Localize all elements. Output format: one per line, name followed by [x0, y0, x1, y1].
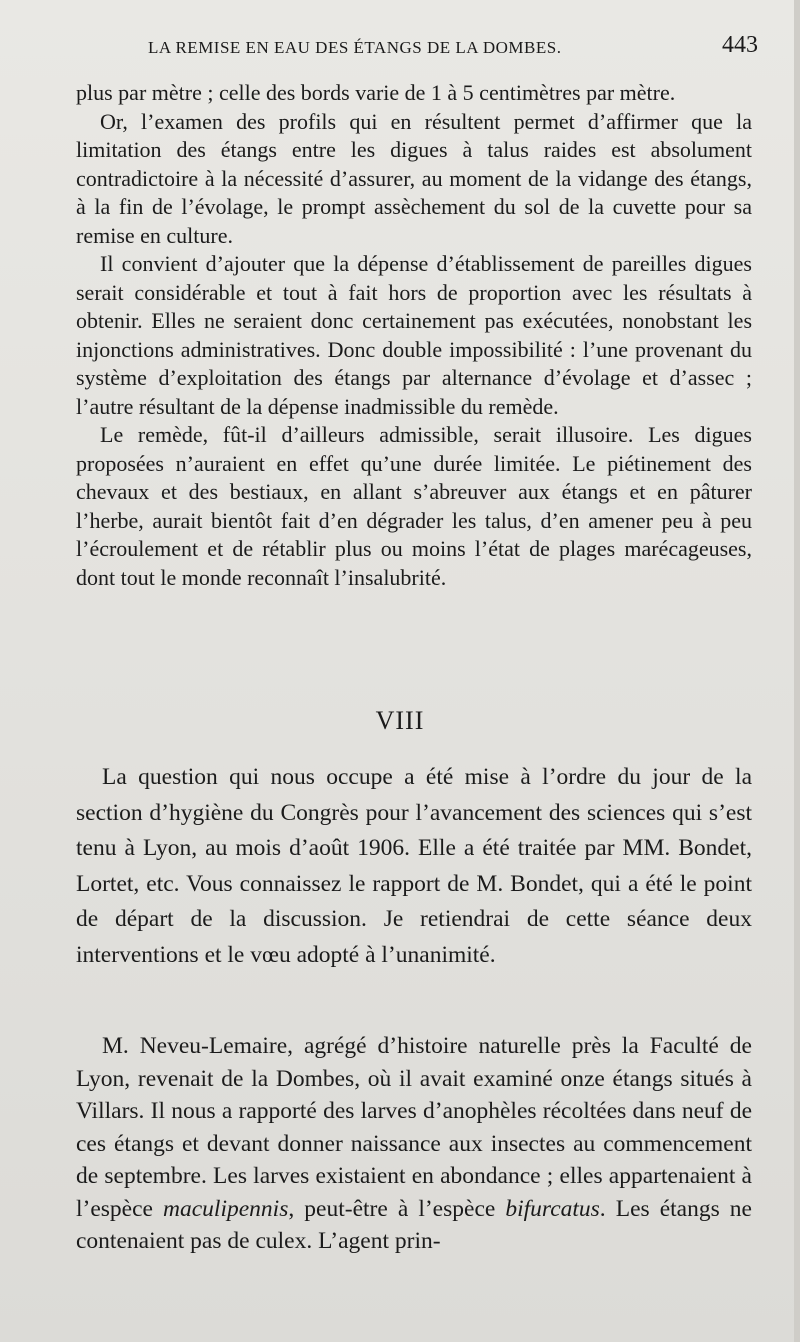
species-name: bifurcatus — [505, 1195, 600, 1222]
paragraph-text: M. Neveu-Lemaire, agrégé d’histoire naturelle près la Faculté de Lyon, revenait de la Dombes, où il avait examiné onze étangs situés à Villars. Il nous a rapporté des larves d’anophèles récoltées dans neuf de ces étangs et devant donner naissance aux insectes au commencement de septembre. Les larves existaient en abondance ; elles appartenaient à l’espèce — [76, 1033, 752, 1222]
paragraph: Le remède, fût-il d’ailleurs admissible, serait illusoire. Les digues proposées n’auraient en effet qu’une durée limitée. Le piétinement des chevaux et des bestiaux, en allant s’abreuver aux étangs et en pâturer l’herbe, aurait bientôt fait d’en dégrader les talus, d’en amener peu à peu l’écroulement et de rétablir plus ou moins l’état de plages marécageuses, dont tout le monde reconnaît l’insalubrité. — [76, 422, 752, 590]
paragraph: Il convient d’ajouter que la dépense d’établissement de pareilles digues serait considérable et tout à fait hors de proportion avec les résultats à obtenir. Elles ne seraient donc certainement pas exécutées, nonobstant les injonctions administratives. Donc double impossibilité : l’une provenant du système d’exploitation des étangs par alternance d’évolage et d’assec ; l’autre résultant de la dépense inadmissible du remède. — [76, 251, 752, 419]
paragraph: Or, l’examen des profils qui en résultent permet d’affirmer que la limitation des étangs entre les digues à talus raides est absolument contradictoire à la nécessité d’assurer, au moment de la vidange des étangs, à la fin de l’évolage, le prompt assèchement du sol de la cuvette pour sa remise en culture. — [76, 108, 752, 248]
section-heading: VIII — [375, 706, 425, 735]
paragraph: La question qui nous occupe a été mise à l’ordre du jour de la section d’hygiène du Congrès pour l’avancement des sciences qui s’est tenu à Lyon, au mois d’août 1906. Elle a été traitée par MM. Bondet, Lortet, etc. Vous connaissez le rapport de M. Bondet, qui a été le point de départ de la discussion. Je retiendrai de cette séance deux interventions et le vœu adopté à l’unanimité. — [76, 764, 752, 968]
paragraph: plus par mètre ; celle des bords varie de 1 à 5 centimètres par mètre. — [76, 80, 676, 105]
paragraph-text: , peut-être à l’espèce — [288, 1195, 506, 1222]
page-edge — [794, 0, 800, 1342]
paragraph-text: . Les étangs ne contenaient pas de culex. L’agent prin- — [76, 1195, 752, 1254]
text-block-neveu-lemaire — [76, 1030, 752, 1258]
running-title: LA REMISE EN EAU DES ÉTANGS DE LA DOMBES. — [148, 38, 562, 57]
page-number: 443 — [722, 32, 758, 58]
running-header — [148, 32, 758, 58]
paragraph — [76, 1030, 752, 1258]
species-name: maculipennis — [163, 1195, 289, 1222]
text-block-continuation — [76, 79, 752, 592]
text-block-section-viii — [76, 760, 752, 973]
